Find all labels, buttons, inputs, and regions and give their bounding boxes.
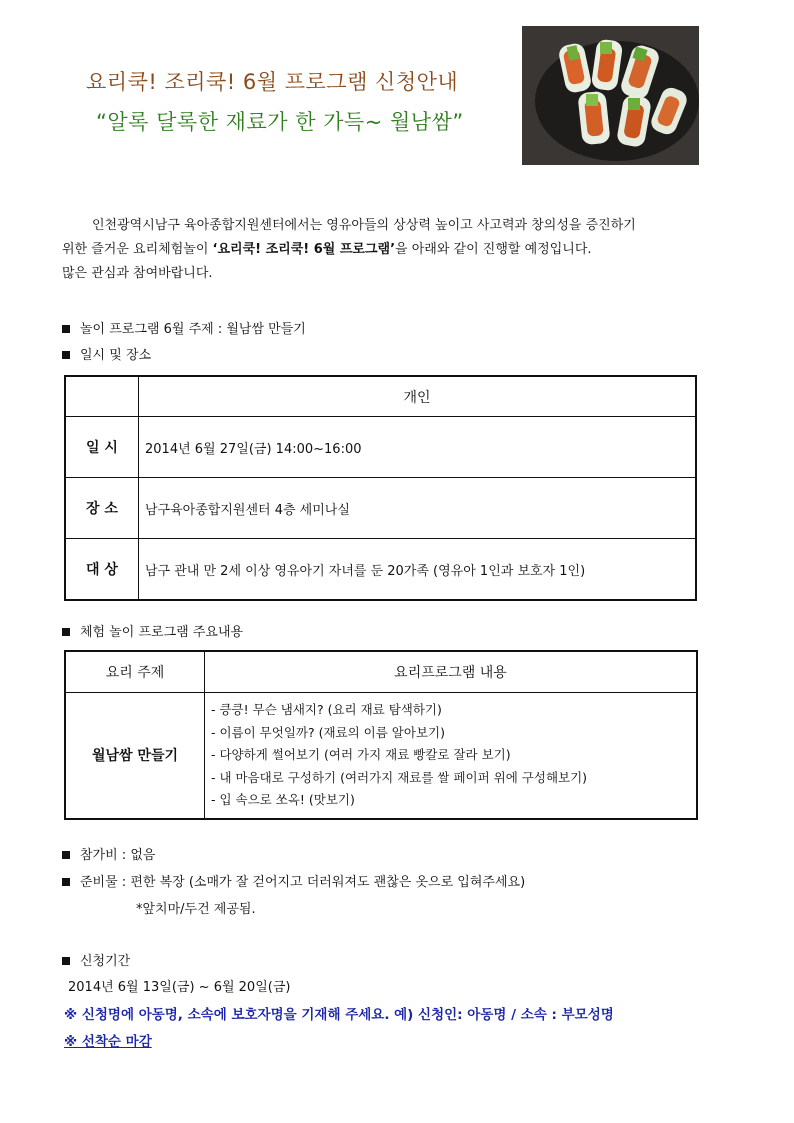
- table-row: [65, 417, 696, 478]
- list-item: - 킁킁! 무슨 냄새지? (요리 재료 탐색하기): [211, 702, 442, 717]
- place-value: 남구육아종합지원센터 4층 세미나실: [139, 478, 697, 539]
- intro-line-2: [62, 238, 722, 262]
- prep-text: 준비물 : 편한 복장 (소매가 잘 걷어지고 더러워져도 괜찮은 옷으로 입혀주세요): [80, 875, 526, 890]
- schedule-heading: 일시 및 장소: [80, 348, 152, 363]
- apply-heading: 신청기간: [80, 954, 131, 969]
- topic-cell: 월남쌈 만들기: [65, 693, 205, 819]
- prep-note: *앞치마/두건 제공됨.: [136, 902, 256, 917]
- content-list: [205, 693, 698, 819]
- table-header-row: [65, 376, 696, 417]
- spring-roll-photo: [522, 26, 699, 165]
- page-title: 요리쿡! 조리쿡! 6월 프로그램 신청안내: [86, 70, 459, 94]
- table-row: [65, 539, 696, 601]
- square-bullet-icon: [62, 325, 70, 333]
- program-name: ‘요리쿡! 조리쿡! 6월 프로그램’: [212, 242, 396, 257]
- prep-bullet: [62, 871, 525, 890]
- theme-text: 놀이 프로그램 6월 주제 : 월남쌈 만들기: [80, 322, 306, 337]
- fee-bullet: [62, 844, 155, 863]
- content-column-header: 요리프로그램 내용: [205, 651, 698, 693]
- intro-line-3: 많은 관심과 참여바랍니다.: [62, 266, 213, 281]
- square-bullet-icon: [62, 957, 70, 965]
- square-bullet-icon: [62, 878, 70, 886]
- topic-column-header: 요리 주제: [65, 651, 205, 693]
- list-item: - 입 속으로 쏘옥! (맛보기): [211, 792, 355, 807]
- schedule-bullet: [62, 344, 151, 363]
- date-value: 2014년 6월 27일(금) 14:00~16:00: [139, 417, 697, 478]
- apply-period: 2014년 6월 13일(금) ~ 6월 20일(금): [68, 980, 291, 995]
- content-heading: 체험 놀이 프로그램 주요내용: [80, 625, 244, 640]
- date-label: 일 시: [65, 417, 139, 478]
- intro-line-2-end: 을 아래와 같이 진행할 예정입니다.: [395, 242, 592, 257]
- table-row: [65, 693, 697, 819]
- table-row: [65, 478, 696, 539]
- program-table: [64, 650, 698, 820]
- target-value: 남구 관내 만 2세 이상 영유아기 자녀를 둔 20가족 (영유아 1인과 보호자 1인): [139, 539, 697, 601]
- page-subtitle: “알록 달록한 재료가 한 가득~ 월남쌈”: [96, 110, 464, 134]
- theme-bullet: [62, 318, 306, 337]
- schedule-table: [64, 375, 697, 601]
- square-bullet-icon: [62, 851, 70, 859]
- header-cell: 개인: [139, 376, 697, 417]
- apply-notice: ※ 신청명에 아동명, 소속에 보호자명을 기재해 주세요. 예) 신청인: 아동명 / 소속 : 부모성명: [64, 1007, 614, 1023]
- deadline-notice: ※ 선착순 마감: [64, 1034, 152, 1050]
- list-item: - 이름이 무엇일까? (재료의 이름 알아보기): [211, 724, 445, 740]
- square-bullet-icon: [62, 628, 70, 636]
- fee-text: 참가비 : 없음: [80, 848, 156, 863]
- empty-header-cell: [65, 376, 139, 417]
- content-bullet: [62, 621, 243, 640]
- intro-paragraph: [62, 214, 722, 286]
- target-label: 대 상: [65, 539, 139, 601]
- list-item: - 내 마음대로 구성하기 (여러가지 재료를 쌀 페이퍼 위에 구성해보기): [211, 769, 588, 785]
- table-header-row: [65, 651, 697, 693]
- square-bullet-icon: [62, 351, 70, 359]
- intro-line-1: 인천광역시남구 육아종합지원센터에서는 영유아들의 상상력 높이고 사고력과 창의성을 증진하기: [92, 218, 636, 233]
- intro-line-2-start: 위한 즐거운 요리체험놀이: [62, 242, 213, 257]
- apply-bullet: [62, 950, 130, 969]
- place-label: 장 소: [65, 478, 139, 539]
- list-item: - 다양하게 썰어보기 (여러 가지 재료 빵칼로 잘라 보기): [211, 747, 511, 762]
